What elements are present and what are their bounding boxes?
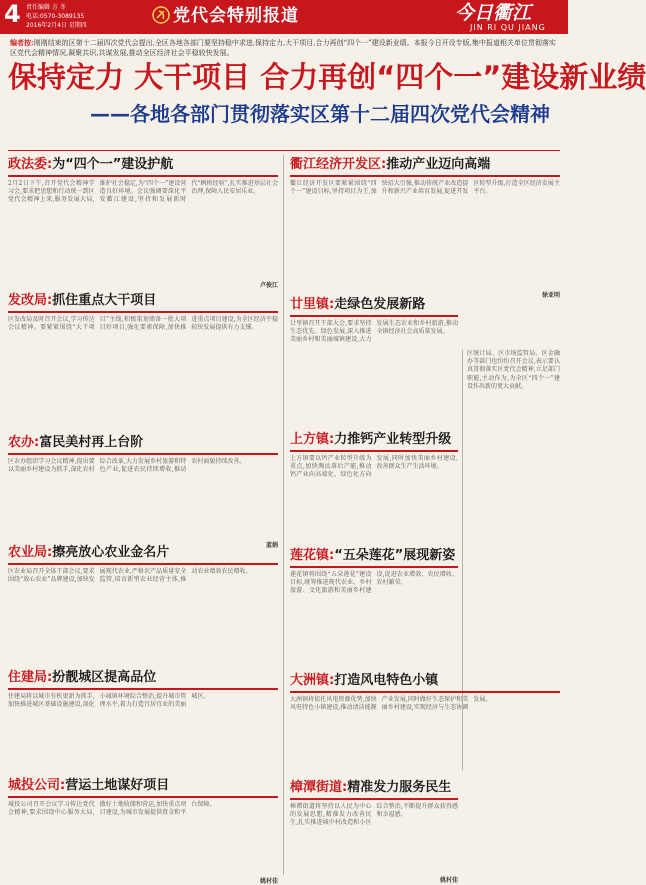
newspaper-logo-pinyin: JIN RI QU JIANG [470,23,546,32]
article-title: 莲花镇:“五朵莲花”展现新姿 [290,548,456,563]
article-title: 樟潭街道:精准发力服务民生 [290,780,452,795]
page-number: 4 [4,0,21,28]
page-subheadline: ——各地各部门贯彻落实区第十二届四次党代会精神 [90,102,550,126]
article-author: 姚村佳 [439,877,458,884]
article-agriculture-bureau [8,545,278,668]
article-title: 农办:富民美村再上台阶 [8,435,144,450]
article-title: 住建局:扮靓城区提高品位 [8,670,157,685]
article-body: 城投公司召开会议学习传达党代会精神,要求围绕中心服务大局,做好土地收储和营运,加快重点项目建设,为城市发展提供资金和平台保障。 [8,801,216,817]
column-divider [283,155,284,875]
article-author: 姚村佳 [259,878,278,885]
article-author: 徐亚明 [541,292,560,299]
title-rule [8,563,278,565]
title-rule [290,315,458,317]
article-body: 区发改局及时召开会议,学习传达会议精神。要紧紧围绕“大干项目”主线,积极策划储备一批大项目好项目,强化要素保障,加快推进重点项目建设,为全区经济平稳较快发展提供有力支撑。 [8,316,278,332]
newspaper-logo: 今日衢江 [455,2,532,24]
article-body: 衢江经济开发区要紧紧围绕“四个一”建设目标,坚持项目为王,加快招大引强,推动传统产业改造提升和新兴产业培育发展,促进开发区转型升级,打造全区经济发展主平台。 [290,180,560,196]
editor-phone: 电话:0570-3089135 [26,13,85,20]
article-body: 住建局将以城市有机更新为抓手,加快推进城区基础设施建设,深化小城镇环境综合整治,提升城市管理水平,着力打造宜居宜业的美丽城区。 [8,693,210,709]
article-title: 衢江经济开发区:推动产业迈向高端 [290,157,491,172]
article-housing [8,670,278,778]
article-title: 农业局:擦亮放心农业金名片 [8,545,170,560]
article-lianhua [290,548,458,666]
article-zhangtan [290,780,458,884]
right-sidebar-text: 区统计局、区市场监管局、区金融办等部门也纷纷召开会议,表示要认真贯彻落实区党代会精神,立足部门职能,主动作为,为全区“四个一”建设作出新的更大贡献。 [467,350,560,390]
title-rule [8,453,278,455]
lead-divider [8,150,560,151]
title-rule [8,688,278,690]
title-rule [8,311,278,313]
section-title: 党代会特别报道 [173,6,299,26]
page-headline: 保持定力 大干项目 合力再创“四个一”建设新业绩 [8,60,646,94]
article-nianli [290,297,458,430]
issue-date: 2016年2月4日 星期四 [26,22,87,29]
article-body: 2月2日下午,召开党代会精神学习会,要求把思想和行动统一到区党代会精神上来,服务发展大局,维护社会稳定,为“四个一”建设营造良好环境。会议强调要深化平安衢江建设,坚持和发展新时代“枫桥经验”,扎实推进基层社会治理,保障人民安居乐业。 [8,180,278,204]
article-agriculture-office [8,435,278,549]
article-body: 上方镇要以钙产业转型升级为重点,加快淘汰落后产能,推动钙产业向高端化、绿色化方向发展,同时加快美丽乡村建设,改善群众生产生活环境。 [290,455,458,479]
article-title: 大洲镇:打造风电特色小镇 [290,673,439,688]
editor-note [10,38,558,58]
title-rule [290,450,458,452]
title-rule [8,796,278,798]
editor-note-text: 刚刚结束的区第十二届四次党代会提出,全区各地各部门要坚持稳中求进,保持定力,大干项目,合力再创“四个一”建设新业绩。本报今日开设专版,集中报道相关单位贯彻落实区党代会精神情况,凝聚共识,共谋发展,推动全区经济社会平稳较快发展。 [10,39,556,57]
editor-note-label: 编者按: [10,38,34,47]
article-economic-zone [290,157,560,299]
article-body: 莲花镇将围绕“五朵莲花”建设目标,统筹推进现代农业、乡村旅游、文化旅游和美丽乡村建设,促进农业增效、农民增收、农村繁荣。 [290,571,458,595]
title-rule [8,175,278,177]
article-body: 樟潭街道将坚持以人民为中心的发展思想,精准发力改善民生,扎实推进城中村改造和小区综合整治,不断提升群众获得感和幸福感。 [290,803,458,827]
article-title: 发改局:抓住重点大干项目 [8,293,157,308]
article-shangfang [290,432,458,550]
article-title: 上方镇:力推钙产业转型升级 [290,432,452,447]
editor-credit: 责任编辑 方 冬 [26,4,66,11]
title-rule [290,566,458,568]
title-rule [290,175,560,177]
article-politics [8,157,278,289]
article-author: 蓝娟 [265,542,278,549]
article-development [8,293,278,421]
article-author: 卢俊江 [259,282,278,289]
article-city-investment [8,778,278,885]
title-rule [290,798,458,800]
article-body: 廿里镇召开干部大会,要求坚持生态优先、绿色发展,深入推进美丽乡村和美丽城镇建设,大力发展生态农业和乡村旅游,推动全镇经济社会高质量发展。 [290,320,458,344]
article-body: 区农业局召开全体干部会议,要求围绕“放心农业”品牌建设,加快发展现代农业,严格农产品质量安全监管,培育新型农业经营主体,推动农业增效农民增收。 [8,568,252,584]
party-emblem-icon [152,6,170,24]
article-title: 廿里镇:走绿色发展新路 [290,297,426,312]
article-title: 政法委:为“四个一”建设护航 [8,157,174,172]
article-title: 城投公司:营运土地谋好项目 [8,778,170,793]
article-body: 大洲镇将依托风电资源优势,加快风电特色小镇建设,推动清洁能源产业发展,同时做好生态保护和美丽乡村建设,实现经济与生态协调发展。 [290,696,492,712]
article-body: 区农办组织学习会议精神,提出要以美丽乡村建设为抓手,深化农村综合改革,大力发展乡村旅游和特色产业,促进农民持续增收,推动农村面貌持续改善。 [8,458,246,474]
